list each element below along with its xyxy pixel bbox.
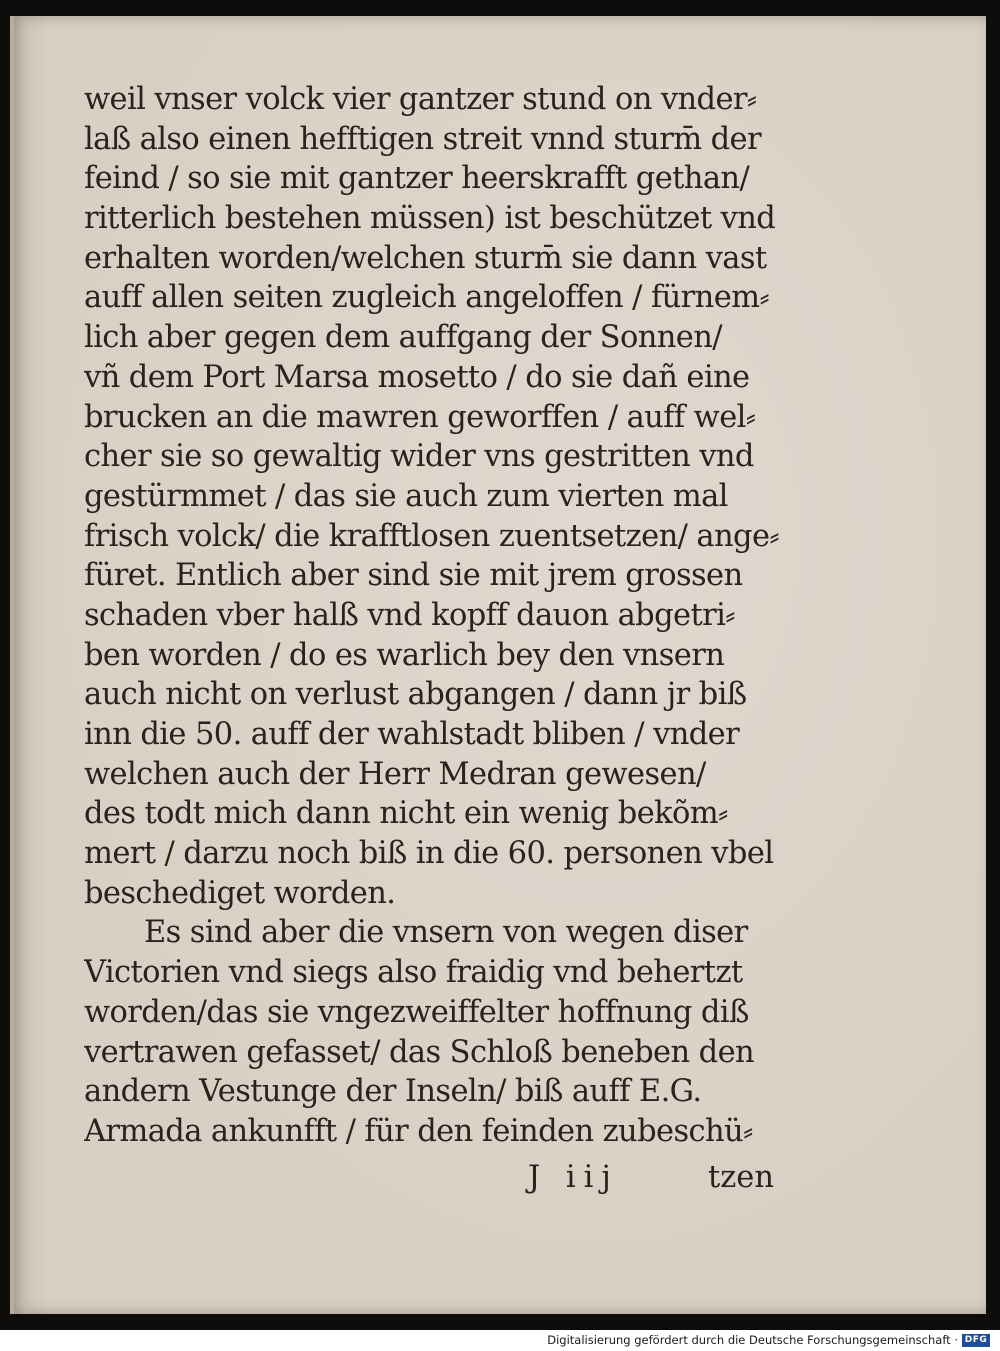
text-line: laß also einen hefftigen streit vnnd sturm̄ der	[84, 121, 761, 157]
text-line: Victorien vnd siegs also fraidig vnd behertzt	[84, 955, 743, 991]
text-line: ritterlich bestehen müssen) ist beschützet vnd	[84, 201, 776, 237]
funding-credit: Digitalisierung gefördert durch die Deutsche Forschungsgemeinschaft ·	[547, 1333, 958, 1347]
paragraph-start-line: Es sind aber die vnsern von wegen diser	[144, 915, 748, 951]
text-line: füret. Entlich aber sind sie mit jrem grossen	[84, 558, 743, 594]
footer-bar	[0, 1330, 1000, 1351]
text-line: beschediget worden.	[84, 875, 396, 911]
text-line: welchen auch der Herr Medran gewesen/	[84, 756, 706, 792]
text-line: schaden vber halß vnd kopff dauon abgetri⸗	[84, 597, 735, 633]
text-line: ben worden / do es warlich bey den vnsern	[84, 637, 725, 673]
text-line: inn die 50. auff der wahlstadt bliben / vnder	[84, 717, 740, 752]
body-text	[84, 80, 794, 1152]
text-line: frisch volck/ die krafftlosen zuentsetzen/ ange⸗	[84, 518, 779, 554]
signature-mark: J iij	[528, 1160, 619, 1195]
text-line: mert / darzu noch biß in die 60. personen vbel	[84, 836, 774, 872]
text-line: weil vnser volck vier gantzer stund on vnder⸗	[84, 82, 757, 117]
text-line: vertrawen gefasset/ das Schloß beneben den	[84, 1034, 755, 1070]
text-line: cher sie so gewaltig wider vns gestritten vnd	[84, 439, 754, 475]
dfg-logo-icon: DFG	[962, 1334, 990, 1347]
text-line: des todt mich dann nicht ein wenig bekõm⸗	[84, 796, 728, 832]
text-line: brucken an die mawren geworffen / auff wel⸗	[84, 399, 756, 435]
text-line: andern Vestunge der Inseln/ biß auff E.G.	[84, 1074, 702, 1110]
text-line: lich aber gegen dem auffgang der Sonnen/	[84, 320, 722, 356]
page-gutter-edge	[10, 16, 14, 1314]
text-line: auff allen seiten zugleich angeloffen / fürnem⸗	[84, 280, 770, 316]
text-line: vñ dem Port Marsa mosetto / do sie dañ eine	[84, 359, 750, 395]
text-line: gestürmmet / das sie auch zum vierten mal	[84, 478, 728, 514]
text-line: erhalten worden/welchen sturm̄ sie dann vast	[84, 240, 767, 276]
page-foot	[84, 1160, 774, 1200]
text-line: auch nicht on verlust abgangen / dann jr biß	[84, 677, 747, 713]
text-line: Armada ankunfft / für den feinden zubeschü⸗	[84, 1113, 753, 1149]
text-line: worden/das sie vngezweiffelter hoffnung diß	[84, 994, 749, 1030]
text-line: feind / so sie mit gantzer heerskrafft gethan/	[84, 161, 750, 197]
catchword: tzen	[707, 1160, 774, 1195]
